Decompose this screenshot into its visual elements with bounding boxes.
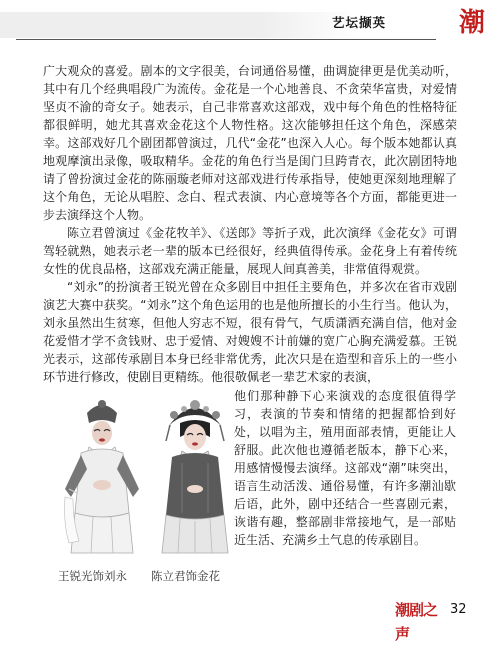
magazine-logo: 潮剧之声 (395, 601, 438, 643)
photo-caption-liu-yong: 王锐光饰刘永 (58, 569, 127, 583)
section-title: 艺坛撷英 (331, 15, 386, 30)
photo-jin-hua (152, 393, 238, 561)
header-rule (16, 39, 436, 40)
header-bar-left (0, 12, 260, 38)
seal-logo: 潮 (459, 8, 486, 38)
photo-caption-jin-hua: 陈立君饰金花 (151, 569, 220, 583)
page-number: 32 (450, 602, 467, 617)
header-bar-right (260, 12, 440, 38)
article-paragraph-1: 广大观众的喜爱。剧本的文字很美，台词通俗易懂，曲调旋律更是优美动听，其中有几个经典唱段广为流传。金花是一个心地善良、不贪荣华富贵，对爱情坚贞不渝的奇女子。她表示，自己非常喜欢这部戏，戏中每个角色的性格特征都很鲜明，她尤其喜欢金花这个人物性格。这次能够担任这个角色，深感荣幸。这部戏好几个剧团都曾演过，几代“金花”也深入人心。每个版本她都认真地观摩演出录像，吸取精华。金花的角色行当是闺门旦跨青衣，此次剧团特地请了曾扮演过金花的陈丽璇老师对这部戏进行传承指导，使她更深刻地理解了这个角色，无论从唱腔、念白、程式表演、内心意境等各个方面，都能更进一步去演绎这个人物。 (43, 64, 457, 222)
page-header (0, 12, 493, 38)
article-paragraph-wrap: 他们那种静下心来演戏的态度很值得学习，表演的节奏和情绪的把握都恰到好处，以唱为主，殖用面部表情，更能让人舒服。此次他也遵循老版本，静下心来，用感情慢慢去演绎。这部戏“潮”味突出，语言生动活泼、通俗易懂，有许多潮汕歇后语，此外，剧中还结合一些喜剧元素，诙谐有趣，整部剧非常接地气，是一部贴近生活、充满乡土气息的传承剧目。 (234, 389, 456, 547)
article-paragraph-3: “刘永”的扮演者王锐光曾在众多剧目中担任主要角色，并多次在省市戏剧演艺大赛中获奖。“刘永”这个角色运用的也是他所擅长的小生行当。他认为，刘永虽然出生贫寒，但他人穷志不短，很有骨气，气质潇洒充满自信，他对金花爱惜才学不贪钱财、忠于爱情、对嫂嫂不计前嫌的宽广心胸充满爱慕。王锐光表示，这部传承剧目本身已经非常优秀，此次只是在造型和音乐上的一些小环节进行修改，使剧目更精练。他很敬佩老一辈艺术家的表演， (43, 280, 457, 384)
photo-liu-yong (59, 393, 145, 561)
article-paragraph-2: 陈立君曾演过《金花牧羊》、《送郎》等折子戏，此次演绎《金花女》可谓驾轻就熟，她表示老一辈的版本已经很好，经典值得传承。金花身上有着传统女性的优良品格，这部戏充满正能量，展现人间真善美，非常值得观赏。 (43, 226, 457, 276)
article-body (43, 62, 457, 386)
